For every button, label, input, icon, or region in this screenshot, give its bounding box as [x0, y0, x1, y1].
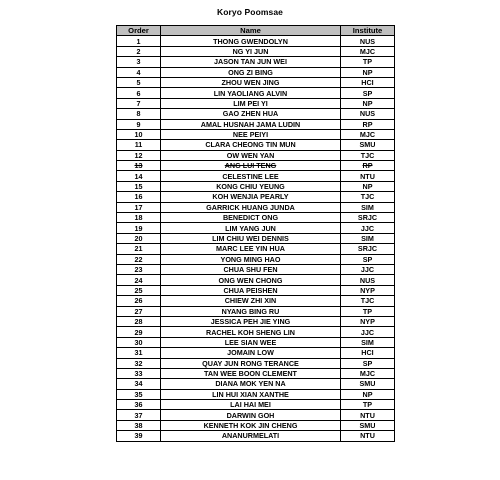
order-cell: 29: [117, 327, 161, 337]
table-row: [117, 410, 395, 420]
name-cell: CHUA PEISHEN: [161, 285, 341, 295]
table-row: [117, 358, 395, 368]
name-cell: LIN YAOLIANG ALVIN: [161, 88, 341, 98]
institute-cell: TP: [341, 306, 395, 316]
order-cell: 28: [117, 316, 161, 326]
institute-cell: SMU: [341, 420, 395, 430]
table-body: [117, 36, 395, 441]
order-cell: 24: [117, 275, 161, 285]
order-cell: 27: [117, 306, 161, 316]
table-row: [117, 379, 395, 389]
order-cell: 21: [117, 244, 161, 254]
institute-cell: NYP: [341, 316, 395, 326]
name-cell: YONG MING HAO: [161, 254, 341, 264]
table-row: [117, 337, 395, 347]
name-cell: NG YI JUN: [161, 46, 341, 56]
table-row: [117, 264, 395, 274]
institute-cell: NTU: [341, 431, 395, 441]
institute-cell: SIM: [341, 202, 395, 212]
name-cell: DARWIN GOH: [161, 410, 341, 420]
institute-cell: SIM: [341, 337, 395, 347]
institute-cell: TP: [341, 57, 395, 67]
name-cell: LAI HAI MEI: [161, 400, 341, 410]
table-row: [117, 88, 395, 98]
order-cell: 1: [117, 36, 161, 46]
order-cell: 19: [117, 223, 161, 233]
table-row: [117, 306, 395, 316]
institute-cell: SP: [341, 358, 395, 368]
order-cell: 17: [117, 202, 161, 212]
order-cell: 3: [117, 57, 161, 67]
name-cell: NEE PEIYI: [161, 129, 341, 139]
order-cell: 4: [117, 67, 161, 77]
table-row: [117, 67, 395, 77]
institute-cell: NYP: [341, 285, 395, 295]
order-cell: 38: [117, 420, 161, 430]
institute-cell: SP: [341, 254, 395, 264]
name-cell: LIM CHIU WEI DENNIS: [161, 233, 341, 243]
order-cell: 15: [117, 181, 161, 191]
table-header-row: [117, 26, 395, 36]
order-cell: 25: [117, 285, 161, 295]
table-row: [117, 109, 395, 119]
name-cell: LEE SIAN WEE: [161, 337, 341, 347]
order-cell: 10: [117, 129, 161, 139]
table-row: [117, 327, 395, 337]
name-cell: CLARA CHEONG TIN MUN: [161, 140, 341, 150]
institute-cell: MJC: [341, 46, 395, 56]
table-row: [117, 244, 395, 254]
order-cell: 26: [117, 296, 161, 306]
name-cell: QUAY JUN RONG TERANCE: [161, 358, 341, 368]
table-row: [117, 98, 395, 108]
table-row: [117, 368, 395, 378]
order-cell: 36: [117, 400, 161, 410]
institute-cell: HCI: [341, 348, 395, 358]
institute-cell: JJC: [341, 264, 395, 274]
order-cell: 2: [117, 46, 161, 56]
table-row: [117, 129, 395, 139]
order-cell: 5: [117, 77, 161, 87]
institute-cell: NTU: [341, 171, 395, 181]
name-cell: AMAL HUSNAH JAMA LUDIN: [161, 119, 341, 129]
name-cell: DIANA MOK YEN NA: [161, 379, 341, 389]
institute-cell: NP: [341, 389, 395, 399]
name-cell: JASON TAN JUN WEI: [161, 57, 341, 67]
institute-cell: NUS: [341, 109, 395, 119]
name-cell: LIM PEI YI: [161, 98, 341, 108]
name-cell: CHUA SHU FEN: [161, 264, 341, 274]
order-cell: 13: [117, 161, 161, 171]
institute-cell: RP: [341, 161, 395, 171]
institute-cell: SMU: [341, 140, 395, 150]
order-cell: 35: [117, 389, 161, 399]
table-row: [117, 181, 395, 191]
name-cell: GAO ZHEN HUA: [161, 109, 341, 119]
name-cell: ONG WEN CHONG: [161, 275, 341, 285]
table-row: [117, 46, 395, 56]
institute-cell: HCI: [341, 77, 395, 87]
table-row: [117, 192, 395, 202]
institute-cell: TJC: [341, 296, 395, 306]
order-cell: 18: [117, 213, 161, 223]
table-row: [117, 57, 395, 67]
institute-cell: NUS: [341, 36, 395, 46]
institute-cell: MJC: [341, 368, 395, 378]
name-cell: BENEDICT ONG: [161, 213, 341, 223]
institute-cell: SMU: [341, 379, 395, 389]
order-cell: 20: [117, 233, 161, 243]
order-cell: 6: [117, 88, 161, 98]
institute-cell: TP: [341, 400, 395, 410]
name-cell: LIM YANG JUN: [161, 223, 341, 233]
order-cell: 7: [117, 98, 161, 108]
table-row: [117, 254, 395, 264]
table-row: [117, 233, 395, 243]
order-cell: 37: [117, 410, 161, 420]
column-header-institute: Institute: [341, 26, 395, 36]
page-title: Koryo Poomsae: [216, 7, 283, 17]
name-cell: OW WEN YAN: [161, 150, 341, 160]
name-cell: RACHEL KOH SHENG LIN: [161, 327, 341, 337]
table-row: [117, 202, 395, 212]
name-cell: JOMAIN LOW: [161, 348, 341, 358]
table-row: [117, 389, 395, 399]
order-cell: 30: [117, 337, 161, 347]
institute-cell: NP: [341, 67, 395, 77]
name-cell: ONG ZI BING: [161, 67, 341, 77]
name-cell: ZHOU WEN JING: [161, 77, 341, 87]
name-cell: CELESTINE LEE: [161, 171, 341, 181]
name-cell: KONG CHIU YEUNG: [161, 181, 341, 191]
order-cell: 11: [117, 140, 161, 150]
column-header-order: Order: [117, 26, 161, 36]
name-cell: MARC LEE YIN HUA: [161, 244, 341, 254]
order-cell: 8: [117, 109, 161, 119]
table-row: [117, 285, 395, 295]
name-cell: TAN WEE BOON CLEMENT: [161, 368, 341, 378]
institute-cell: TJC: [341, 192, 395, 202]
table-row: [117, 400, 395, 410]
name-cell: GARRICK HUANG JUNDA: [161, 202, 341, 212]
institute-cell: SRJC: [341, 213, 395, 223]
order-cell: 32: [117, 358, 161, 368]
order-cell: 31: [117, 348, 161, 358]
order-cell: 9: [117, 119, 161, 129]
institute-cell: MJC: [341, 129, 395, 139]
name-cell: LIN HUI XIAN XANTHE: [161, 389, 341, 399]
table-row: [117, 77, 395, 87]
name-cell: KENNETH KOK JIN CHENG: [161, 420, 341, 430]
institute-cell: JJC: [341, 327, 395, 337]
institute-cell: JJC: [341, 223, 395, 233]
institute-cell: RP: [341, 119, 395, 129]
institute-cell: SIM: [341, 233, 395, 243]
table-row: [117, 316, 395, 326]
order-cell: 12: [117, 150, 161, 160]
table-row: [117, 161, 395, 171]
name-cell: NYANG BING RU: [161, 306, 341, 316]
table-row: [117, 420, 395, 430]
name-cell: KOH WENJIA PEARLY: [161, 192, 341, 202]
name-cell: ANG LUI TENG: [161, 161, 341, 171]
table-row: [117, 140, 395, 150]
order-cell: 39: [117, 431, 161, 441]
order-cell: 33: [117, 368, 161, 378]
order-cell: 22: [117, 254, 161, 264]
table-row: [117, 213, 395, 223]
institute-cell: SRJC: [341, 244, 395, 254]
name-cell: CHIEW ZHI XIN: [161, 296, 341, 306]
table-row: [117, 171, 395, 181]
order-cell: 34: [117, 379, 161, 389]
table-row: [117, 36, 395, 46]
table-row: [117, 431, 395, 441]
table-row: [117, 223, 395, 233]
order-cell: 14: [117, 171, 161, 181]
table-row: [117, 119, 395, 129]
name-cell: ANANURMELATI: [161, 431, 341, 441]
table-row: [117, 150, 395, 160]
table-row: [117, 296, 395, 306]
institute-cell: NUS: [341, 275, 395, 285]
institute-cell: NTU: [341, 410, 395, 420]
institute-cell: NP: [341, 98, 395, 108]
table-row: [117, 348, 395, 358]
poomsae-order-table: [116, 25, 395, 442]
column-header-name: Name: [161, 26, 341, 36]
name-cell: JESSICA PEH JIE YING: [161, 316, 341, 326]
institute-cell: SP: [341, 88, 395, 98]
table-row: [117, 275, 395, 285]
order-cell: 16: [117, 192, 161, 202]
institute-cell: TJC: [341, 150, 395, 160]
order-cell: 23: [117, 264, 161, 274]
institute-cell: NP: [341, 181, 395, 191]
name-cell: THONG GWENDOLYN: [161, 36, 341, 46]
